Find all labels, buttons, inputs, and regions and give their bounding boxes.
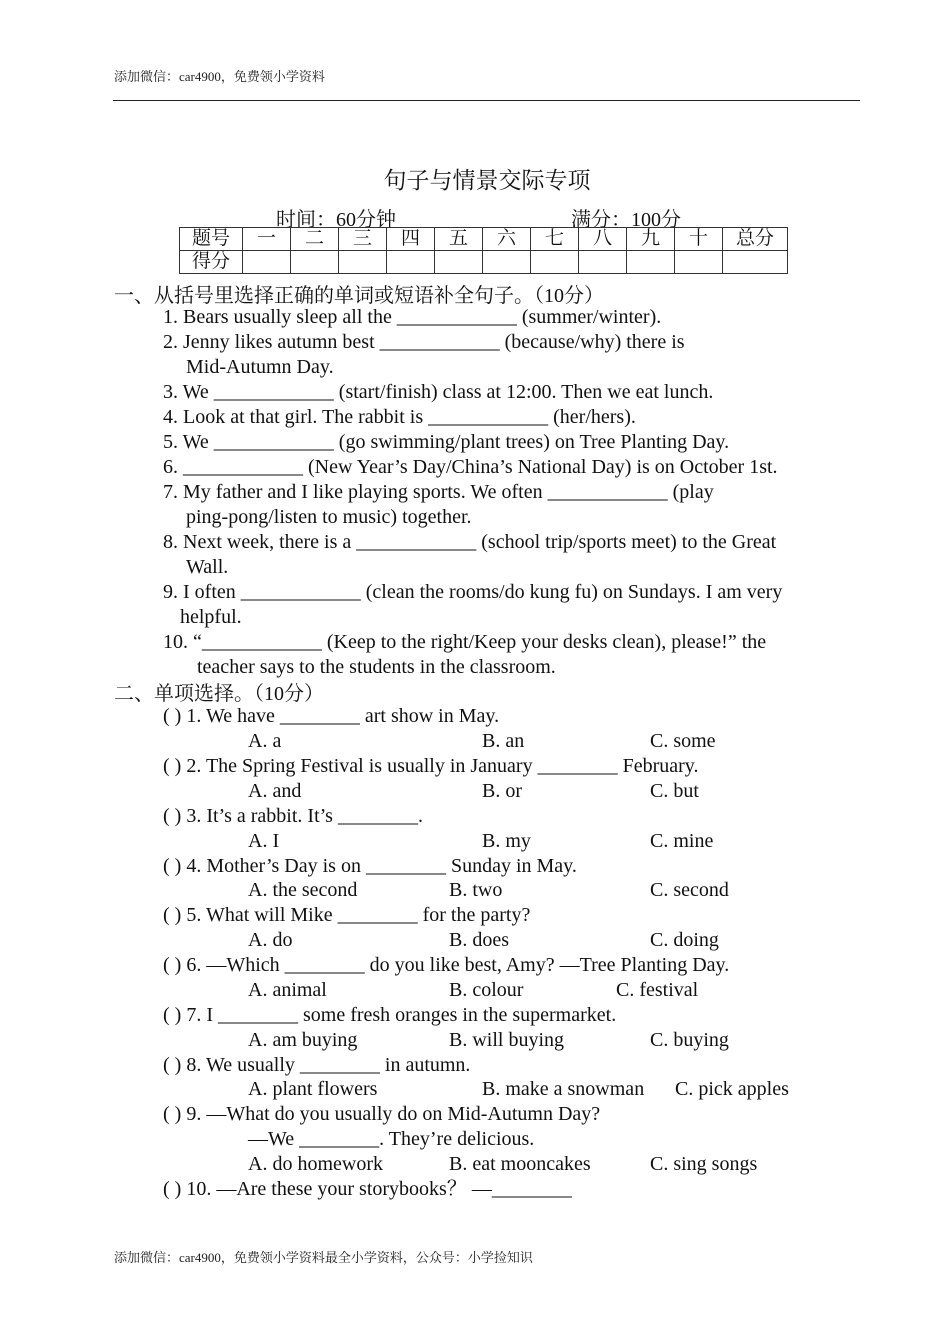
table-cell: 四 <box>387 228 435 251</box>
question-line: 8. Next week, there is a ____________ (school trip/sports meet) to the Great <box>163 531 777 553</box>
mc-question-stem: ( ) 2. The Spring Festival is usually in January ________ February. <box>163 755 699 777</box>
mc-question-stem: ( ) 4. Mother’s Day is on ________ Sunday in May. <box>163 855 577 877</box>
question-line: helpful. <box>180 606 242 628</box>
time-limit: 时间：60分钟 <box>276 209 396 231</box>
mc-option-a: A. animal <box>248 979 327 1001</box>
mc-option-c: C. doing <box>650 929 719 951</box>
table-cell: 总分 <box>723 228 788 251</box>
mc-question-stem: ( ) 10. —Are these your storybooks？ —________ <box>163 1178 572 1200</box>
table-cell: 一 <box>243 228 291 251</box>
mc-option-c: C. festival <box>616 979 699 1001</box>
question-line: ping-pong/listen to music) together. <box>186 506 472 528</box>
mc-option-c: C. mine <box>650 830 714 852</box>
mc-option-c: C. sing songs <box>650 1153 758 1175</box>
section2-heading: 二、单项选择。（10分） <box>114 683 324 705</box>
mc-option-c: C. pick apples <box>675 1078 789 1100</box>
score-table <box>179 227 788 274</box>
question-line: 9. I often ____________ (clean the rooms/do kung fu) on Sundays. I am very <box>163 581 783 603</box>
question-line: 7. My father and I like playing sports. We often ____________ (play <box>163 481 714 503</box>
mc-option-a: A. do homework <box>248 1153 383 1175</box>
score-input-cell[interactable] <box>483 251 531 274</box>
section1-heading: 一、从括号里选择正确的单词或短语补全句子。（10分） <box>114 285 604 307</box>
mc-option-b: B. does <box>449 929 509 951</box>
full-score: 满分：100分 <box>571 209 681 231</box>
mc-question-stem: ( ) 7. I ________ some fresh oranges in the supermarket. <box>163 1004 617 1026</box>
mc-option-b: B. my <box>482 830 531 852</box>
mc-option-b: B. an <box>482 730 525 752</box>
table-cell: 九 <box>627 228 675 251</box>
mc-question-stem: ( ) 5. What will Mike ________ for the party? <box>163 904 531 926</box>
mc-option-a: A. a <box>248 730 282 752</box>
question-line: 5. We ____________ (go swimming/plant trees) on Tree Planting Day. <box>163 431 730 453</box>
page-header: 添加微信：car4900，免费领小学资料 <box>114 69 325 84</box>
mc-question-stem: ( ) 3. It’s a rabbit. It’s ________. <box>163 805 423 827</box>
question-line: Mid-Autumn Day. <box>186 356 334 378</box>
score-input-cell[interactable] <box>723 251 788 274</box>
score-input-cell[interactable] <box>675 251 723 274</box>
mc-option-b: B. will buying <box>449 1029 565 1051</box>
question-line: 6. ____________ (New Year’s Day/China’s National Day) is on October 1st. <box>163 456 778 478</box>
mc-option-b: B. eat mooncakes <box>449 1153 591 1175</box>
mc-option-a: A. I <box>248 830 280 852</box>
question-line: 10. “____________ (Keep to the right/Keep your desks clean), please!” the <box>163 631 767 653</box>
question-line: 1. Bears usually sleep all the ____________ (summer/winter). <box>163 306 662 328</box>
table-cell: 七 <box>531 228 579 251</box>
page-title: 句子与情景交际专项 <box>383 168 591 193</box>
table-cell: 五 <box>435 228 483 251</box>
table-cell: 得分 <box>180 251 243 274</box>
mc-question-stem: ( ) 1. We have ________ art show in May. <box>163 705 500 727</box>
score-table-header-row <box>180 228 788 251</box>
table-cell: 三 <box>339 228 387 251</box>
page-footer: 添加微信：car4900，免费领小学资料最全小学资料，公众号：小学捡知识 <box>114 1250 533 1265</box>
mc-question-stem: ( ) 9. —What do you usually do on Mid-Autumn Day? <box>163 1103 601 1125</box>
mc-option-c: C. some <box>650 730 716 752</box>
table-cell: 十 <box>675 228 723 251</box>
table-cell: 题号 <box>180 228 243 251</box>
score-input-cell[interactable] <box>435 251 483 274</box>
table-cell: 八 <box>579 228 627 251</box>
mc-option-a: A. and <box>248 780 302 802</box>
header-divider <box>113 100 860 101</box>
score-input-cell[interactable] <box>243 251 291 274</box>
mc-option-a: A. plant flowers <box>248 1078 378 1100</box>
mc-option-c: C. buying <box>650 1029 729 1051</box>
mc-option-a: A. the second <box>248 879 358 901</box>
table-cell: 六 <box>483 228 531 251</box>
table-cell: 二 <box>291 228 339 251</box>
score-input-cell[interactable] <box>579 251 627 274</box>
question-line: 2. Jenny likes autumn best ____________ (because/why) there is <box>163 331 685 353</box>
score-table-score-row <box>180 251 788 274</box>
mc-option-b: B. two <box>449 879 503 901</box>
mc-option-b: B. make a snowman <box>482 1078 645 1100</box>
mc-option-b: B. or <box>482 780 522 802</box>
mc-question-stem: ( ) 6. —Which ________ do you like best, Amy? —Tree Planting Day. <box>163 954 730 976</box>
score-input-cell[interactable] <box>339 251 387 274</box>
score-input-cell[interactable] <box>387 251 435 274</box>
mc-question-stem: ( ) 8. We usually ________ in autumn. <box>163 1054 471 1076</box>
mc-option-c: C. but <box>650 780 699 802</box>
mc-option-a: A. do <box>248 929 293 951</box>
mc-option-b: B. colour <box>449 979 524 1001</box>
mc-option-a: A. am buying <box>248 1029 358 1051</box>
score-input-cell[interactable] <box>531 251 579 274</box>
score-input-cell[interactable] <box>627 251 675 274</box>
question-line: Wall. <box>186 556 229 578</box>
mc-question-stem-cont: —We ________. They’re delicious. <box>248 1128 535 1150</box>
question-line: teacher says to the students in the classroom. <box>197 656 556 678</box>
question-line: 3. We ____________ (start/finish) class at 12:00. Then we eat lunch. <box>163 381 714 403</box>
mc-option-c: C. second <box>650 879 729 901</box>
score-input-cell[interactable] <box>291 251 339 274</box>
question-line: 4. Look at that girl. The rabbit is ____________ (her/hers). <box>163 406 636 428</box>
